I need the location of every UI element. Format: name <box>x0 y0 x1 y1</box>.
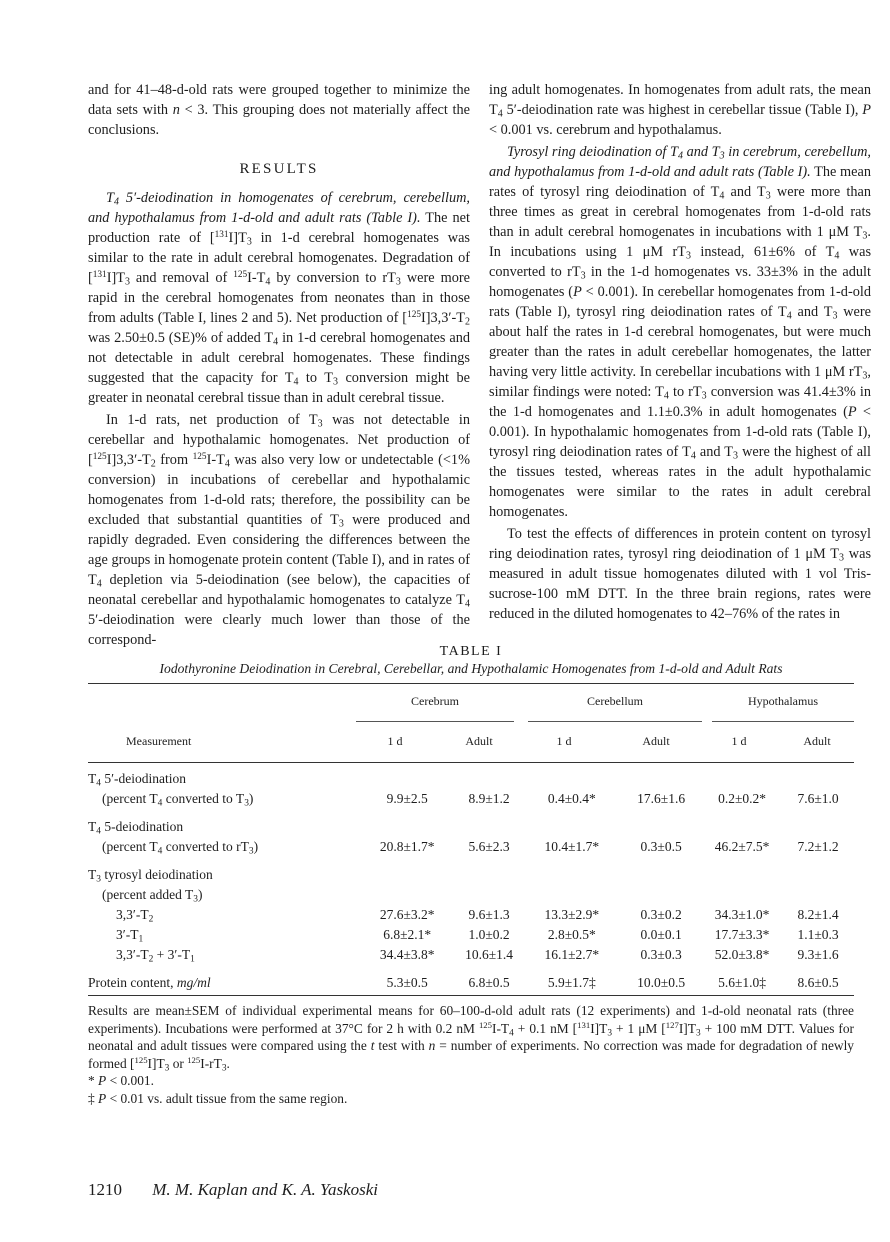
table-cell: 8.2±1.4 <box>797 907 839 922</box>
table-cell: 5.9±1.7‡ <box>547 975 596 990</box>
empty-cell <box>702 867 782 887</box>
table-cell: 17.6±1.6 <box>637 791 686 806</box>
empty-cell <box>523 771 620 791</box>
table-section-title-row <box>88 771 854 791</box>
table-cell: 6.8±2.1* <box>383 927 432 942</box>
table-cell: 9.9±2.5 <box>386 791 428 806</box>
subcolumn-headers <box>346 734 854 749</box>
empty-cell <box>620 887 702 907</box>
paragraph-body: The net production rate of $[^{131}I]T_3$ in 1-d cerebral homogenates was similar to the rate in adult cerebral homogenates. Degradation of $[^{131}I]T_3$ and removal of $^{125}I-T_4$ by conversion to $rT_3$ were more rapid in the cerebral homogenates from neonates than in those from adults (Table I, lines 2 and 5). Net production of $[^{125}I]3,3'-T_2$ was 2.50±0.5 (SE)% of added $T_4$ in 1-d cerebral homogenates and not detectable in adult cerebral homogenates. These findings suggested that the capacity for $T_4$ to $T_3$ conversion might be greater in neonatal cerebral tissue than in adult cerebral tissue. <box>88 210 471 406</box>
subheader-cerebrum-1d: 1 d <box>387 734 403 748</box>
table-cell: 0.4±0.4* <box>547 791 596 806</box>
section-heading-results: RESULTS <box>239 161 319 177</box>
table-row <box>88 947 854 967</box>
table-section-subtitle-row <box>88 887 854 907</box>
table-cell: 0.3±0.3 <box>640 947 682 962</box>
table-cell: 46.2±7.5* <box>714 839 770 854</box>
left-paragraph-1: and for 41–48-d-old rats were grouped together to minimize the data sets with n < 3. This grouping does not materially affect the conclusions. <box>88 82 470 138</box>
table-cell: 7.6±1.0 <box>797 791 839 806</box>
group-label: Cerebrum <box>411 694 459 708</box>
table-cell: 0.3±0.2 <box>640 907 682 922</box>
table-cell: 0.2±0.2* <box>718 791 766 806</box>
spacer-cell <box>88 763 854 771</box>
table-cell: 10.4±1.7* <box>544 839 600 854</box>
table-cell: 2.8±0.5* <box>547 927 596 942</box>
row-label: Protein content, mg/ml <box>88 975 211 990</box>
table-row <box>88 791 854 811</box>
measurement-column-header: Measurement <box>126 734 192 748</box>
table-cell: 20.8±1.7* <box>379 839 435 854</box>
section-title: $T_3$ tyrosyl deiodination <box>88 867 213 885</box>
table-cell: 10.0±0.5 <box>637 975 686 990</box>
section-title: $T_4$ 5-deiodination <box>88 819 184 837</box>
table-cell: 34.3±1.0* <box>714 907 770 922</box>
empty-cell <box>360 819 455 839</box>
footnote-double-dagger: ‡ P < 0.01 vs. adult tissue from the same region. <box>88 1090 348 1106</box>
table-header <box>88 684 854 762</box>
subheader-cerebellum-adult: Adult <box>642 734 670 748</box>
row-label: $3,3'-T_2$ <box>116 907 154 925</box>
empty-cell <box>782 771 854 791</box>
page-footer <box>88 1180 378 1200</box>
row-label: (percent $T_4$ converted to $T_3$) <box>102 791 254 809</box>
group-rule <box>528 721 702 722</box>
run-in-heading: $T_4$ 5′-deiodination in homogenates of cerebrum, cerebellum, and hypothalamus from 1-d-old and adult rats (Table I). <box>88 190 470 226</box>
table-spacer-row <box>88 811 854 819</box>
table-cell: 13.3±2.9* <box>544 907 600 922</box>
left-paragraph-2 <box>88 188 470 408</box>
section-subtitle: (percent added $T_3$) <box>102 887 203 905</box>
group-header-cerebellum <box>528 694 702 722</box>
spacer-cell <box>88 811 854 819</box>
empty-cell <box>782 887 854 907</box>
table-cell: 8.9±1.2 <box>468 791 510 806</box>
row-label: $3,3'-T_2 + 3'-T_1$ <box>116 947 195 965</box>
right-paragraph-2 <box>489 142 871 522</box>
table-cell: 34.4±3.8* <box>379 947 435 962</box>
group-label: Cerebellum <box>587 694 643 708</box>
table-row <box>88 907 854 927</box>
table-section-title-row <box>88 867 854 887</box>
table-spacer-row <box>88 763 854 771</box>
table-cell: 5.6±2.3 <box>468 839 510 854</box>
table-cell: 1.1±0.3 <box>797 927 839 942</box>
table-row <box>88 927 854 947</box>
table-cell: 9.3±1.6 <box>797 947 839 962</box>
empty-cell <box>455 867 524 887</box>
group-label: Hypothalamus <box>748 694 818 708</box>
table-cell: 5.6±1.0‡ <box>718 975 766 990</box>
empty-cell <box>523 867 620 887</box>
subheader-hypothalamus-adult: Adult <box>803 734 831 748</box>
table-spacer-row <box>88 859 854 867</box>
table-cell: 1.0±0.2 <box>468 927 510 942</box>
table-cell: 7.2±1.2 <box>797 839 839 854</box>
table-row <box>88 975 854 995</box>
table-cell: 27.6±3.2* <box>379 907 435 922</box>
table-spacer-row <box>88 967 854 975</box>
section-title: $T_4$ 5′-deiodination <box>88 771 187 789</box>
empty-cell <box>620 819 702 839</box>
spacer-cell <box>88 967 854 975</box>
table-cell: 5.3±0.5 <box>386 975 428 990</box>
empty-cell <box>782 867 854 887</box>
table-cell: 0.0±0.1 <box>640 927 682 942</box>
left-paragraph-3: In 1-d rats, net production of $T_3$ was not detectable in cerebellar and hypothalamic homogenates. Net production of $[^{125}I]3,3'-T_2$ from $^{125}I-T_4$ was also very low or undetectable (<1% conversion) in incubations of cerebellar and hypothalamic homogenates from 1-d-old rats; therefore, the possibility can be excluded that substantial quantities of $T_3$ were produced and rapidly degraded. Even considering the differences between the age groups in homogenate protein content (Table I), and in rates of $T_4$ depletion via 5-deiodination (see below), the capacities of neonatal cerebellar and hypothalamic homogenates to catalyze $T_4$ 5′-deiodination were clearly much lower than those of the correspond- <box>88 412 470 648</box>
empty-cell <box>702 887 782 907</box>
row-label: (percent $T_4$ converted to $rT_3$) <box>102 839 259 857</box>
table-label: TABLE I <box>439 644 503 659</box>
empty-cell <box>620 867 702 887</box>
empty-cell <box>702 819 782 839</box>
table-bottom-rule <box>88 995 854 996</box>
empty-cell <box>620 771 702 791</box>
subheader-hypothalamus-1d: 1 d <box>731 734 747 748</box>
empty-cell <box>523 887 620 907</box>
page-number: 1210 <box>88 1180 122 1199</box>
table-cell: 6.8±0.5 <box>468 975 510 990</box>
table-cell: 8.6±0.5 <box>797 975 839 990</box>
subheader-cerebrum-adult: Adult <box>465 734 493 748</box>
empty-cell <box>455 819 524 839</box>
left-text-column <box>88 80 470 650</box>
empty-cell <box>702 771 782 791</box>
empty-cell <box>360 887 455 907</box>
empty-cell <box>523 819 620 839</box>
table-cell: 0.3±0.5 <box>640 839 682 854</box>
table-section-title-row <box>88 819 854 839</box>
right-text-column <box>489 80 871 624</box>
empty-cell <box>360 771 455 791</box>
empty-cell <box>455 887 524 907</box>
group-rule <box>356 721 514 722</box>
group-rule <box>712 721 854 722</box>
data-table <box>88 763 854 995</box>
subheader-cerebellum-1d: 1 d <box>556 734 572 748</box>
running-authors: M. M. Kaplan and K. A. Yaskoski <box>152 1180 378 1199</box>
table-cell: 17.7±3.3* <box>714 927 770 942</box>
group-header-cerebrum <box>356 694 514 722</box>
row-label: $3'-T_1$ <box>116 927 144 945</box>
table-cell: 9.6±1.3 <box>468 907 510 922</box>
table-title: Iodothyronine Deiodination in Cerebral, Cerebellar, and Hypothalamic Homogenates from 1-d-old and Adult Rats <box>159 661 783 676</box>
right-paragraph-1: ing adult homogenates. In homogenates from adult rats, the mean $T_4$ 5′-deiodination rate was highest in cerebellar tissue (Table I), P < 0.001 vs. cerebrum and hypothalamus. <box>489 82 871 138</box>
empty-cell <box>782 819 854 839</box>
group-header-hypothalamus <box>712 694 854 722</box>
table-body <box>88 763 854 995</box>
empty-cell <box>360 867 455 887</box>
table-cell: 10.6±1.4 <box>465 947 513 962</box>
table-footnotes <box>88 1002 854 1107</box>
spacer-cell <box>88 859 854 867</box>
empty-cell <box>455 771 524 791</box>
paragraph-body: The mean rates of tyrosyl ring deiodination of $T_4$ and $T_3$ were more than three times as great in cerebral homogenates from 1-d-old rats than in adult cerebral homogenates in incubations with 1 μM $T_3$. In incubations using 1 μM $rT_3$ instead, 61±6% of $T_4$ was converted to $rT_3$ in the 1-d homogenates vs. 33±3% in the adult homogenates (P < 0.001). In cerebellar homogenates from 1-d-old rats (Table I), tyrosyl ring deiodination rates of $T_4$ and $T_3$ were about half the rates in 1-d cerebral homogenates, but were much greater than the rates in adult cerebellar homogenates, the latter having very little activity. In cerebellar incubations with 1 μM $rT_3$, similar findings were noted: $T_4$ to $rT_3$ conversion was 41.4±3% in the 1-d homogenates and 1.1±0.3% in adult homogenates (P < 0.001). In hypothalamic homogenates from 1-d-old rats (Table I), tyrosyl ring deiodination rates of $T_4$ and $T_3$ were the highest of all the tissues tested, whereas rates in the adult hypothalamic homogenates were similar to the rates in adult cerebral homogenates. <box>489 164 872 520</box>
footnote-methods: Results are mean±SEM of individual experimental means for 60–100-d-old adult rats (12 experiments) and 1-d-old neonatal rats (three experiments). Incubations were performed at 37°C for 2 h with 0.2 nM $^{125}I-T_4 + 0.1$ nM $[^{131}I]T_3 + 1$ μM $[^{127}I]T_3 + 100$ mM DTT. Values for neonatal and adult tissues were compared using the t test with n = number of experiments. No correction was made for degradation of newly formed $[^{125}I]T_3$ or $^{125}I-rT_3$. <box>88 1003 855 1073</box>
table-row <box>88 839 854 859</box>
right-paragraph-3: To test the effects of differences in protein content on tyrosyl ring deiodination rates, tyrosyl ring deiodination of 1 μM $T_3$ was measured in adult tissue homogenates diluted with 1 vol Tris-sucrose-100 mM DTT. In the three brain regions, rates were reduced in the diluted homogenates to 42–76% of the rates in <box>489 526 872 622</box>
table-cell: 52.0±3.8* <box>714 947 770 962</box>
table-cell: 16.1±2.7* <box>544 947 600 962</box>
table-1 <box>88 644 854 1107</box>
footnote-asterisk: * P < 0.001. <box>88 1073 154 1088</box>
run-in-heading: Tyrosyl ring deiodination of $T_4$ and $T_3$ in cerebrum, cerebellum, and hypothalamus from 1-d-old and adult rats (Table I). <box>489 144 871 180</box>
